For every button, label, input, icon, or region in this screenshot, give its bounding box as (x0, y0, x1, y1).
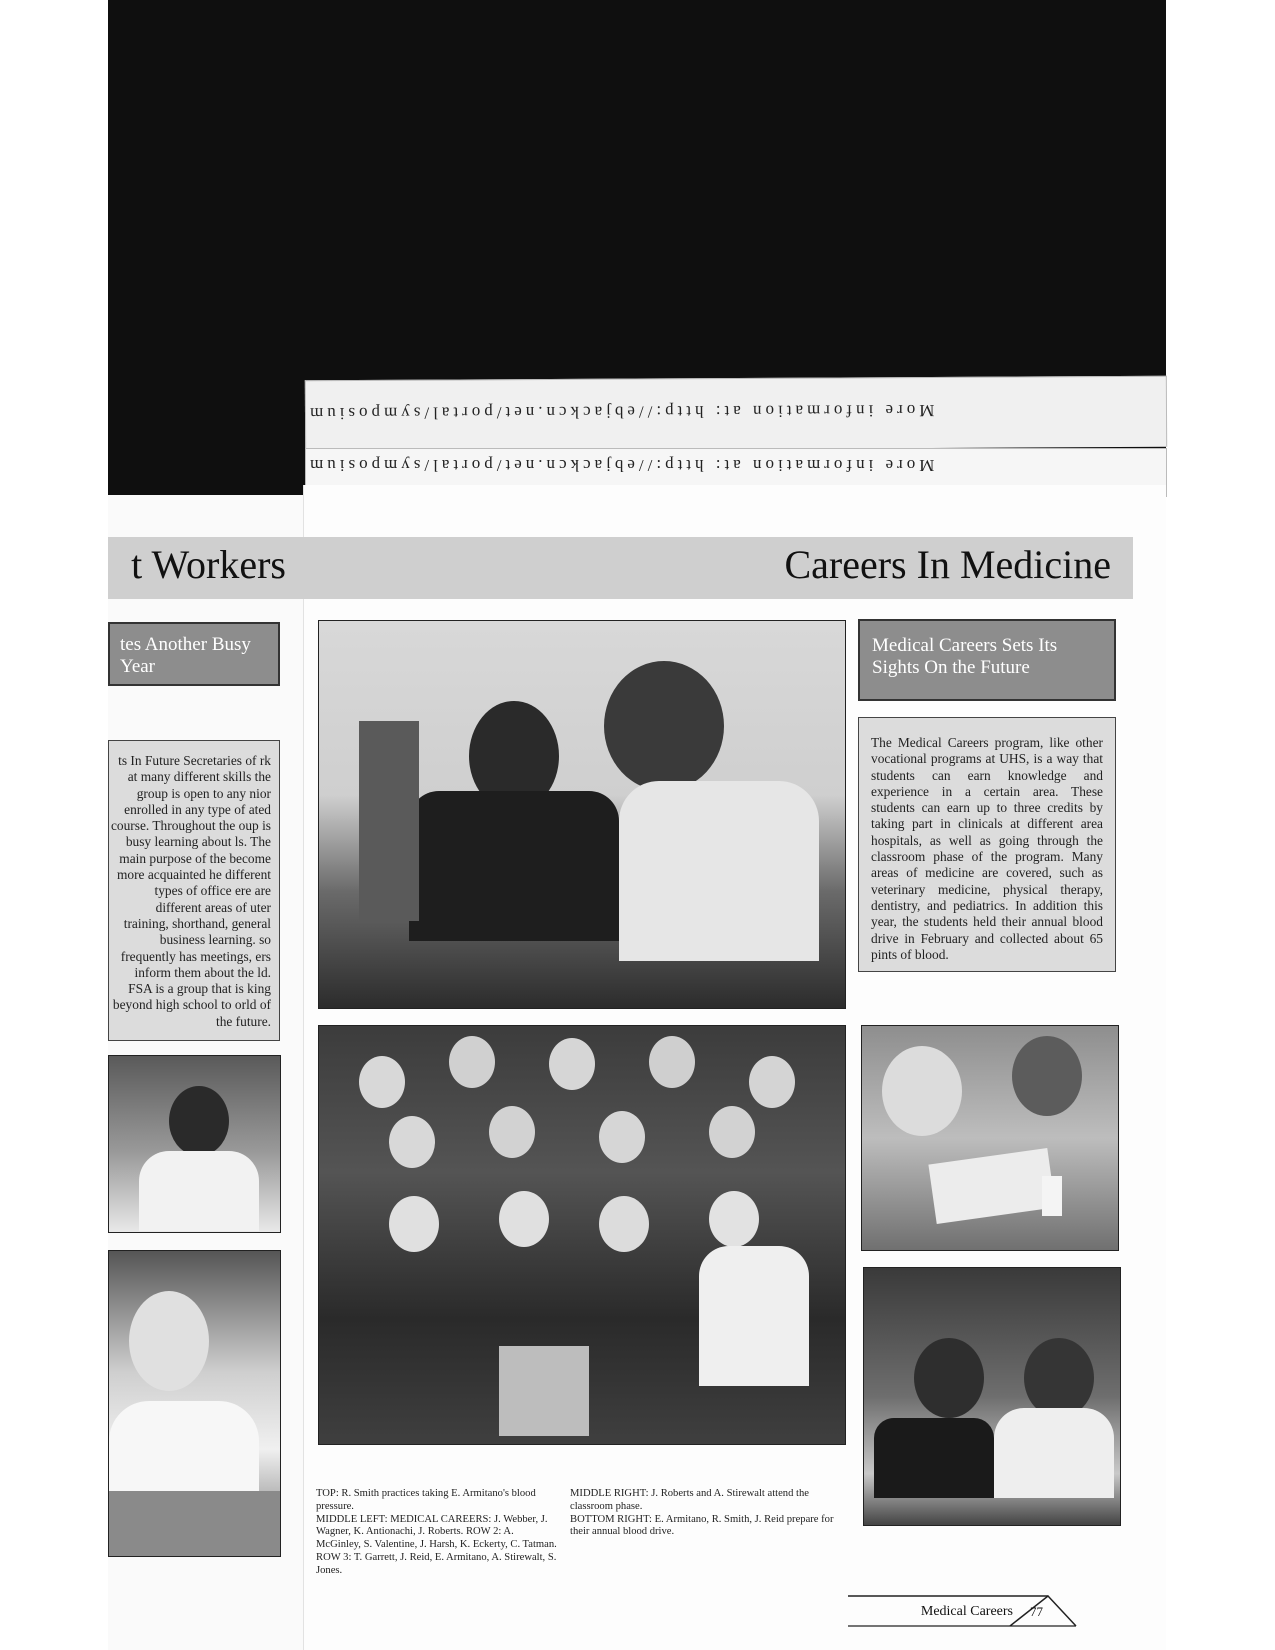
photo-classroom-phase (861, 1025, 1119, 1251)
photo-captions-right-column (570, 1488, 835, 1539)
page-number: 77 (1030, 1604, 1043, 1619)
photo-blood-drive-prep (863, 1267, 1121, 1526)
photo-blood-pressure (318, 620, 846, 1009)
left-subheading: tes Another Busy Year (108, 622, 280, 686)
photo-group-medical-careers (318, 1025, 846, 1445)
left-title-band (108, 537, 303, 599)
caption-top: TOP: R. Smith practices taking E. Armitano's blood pressure. (316, 1488, 536, 1512)
photo-captions-left-column (316, 1488, 561, 1578)
subheading: Medical Careers Sets Its Sights On the Future (858, 619, 1116, 701)
page-folio (848, 1592, 1083, 1628)
left-photo-student-sweatshirt (108, 1055, 281, 1233)
folded-insert-strip (305, 376, 1167, 452)
upside-down-text: More information at: http://ebjackcn.net/portal/symposium (306, 456, 935, 475)
caption-bottom-right: BOTTOM RIGHT: E. Armitano, R. Smith, J. Reid prepare for their annual blood drive. (570, 1513, 834, 1538)
page-title: Careers In Medicine (784, 542, 1111, 587)
caption-middle-left: MIDDLE LEFT: MEDICAL CAREERS: J. Webber, J. Wagner, K. Antionachi, J. Roberts. ROW 2: A. McGinley, S. Valentine, J. Harsh, K. Eckerty, C. Tatman. ROW 3: T. Garrett, J. Reid, E. Armitano, A. Stirewalt, S. Jones. (316, 1513, 557, 1576)
right-title-band (303, 537, 1133, 599)
caption-middle-right: MIDDLE RIGHT: J. Roberts and A. Stirewalt attend the classroom phase. (570, 1488, 809, 1512)
left-body-text: ts In Future Secretaries of rk at many different skills the group is open to any nior enrolled in any type of ated course. Throughout the oup is busy learning about ls. The main purpose of the become more acquainted he different types of office ere are different areas of uter training, shorthand, general business learning. so frequently has meetings, ers inform them about the ld. FSA is a group that is king beyond high school to orld of the future. (108, 740, 280, 1041)
left-photo-student-typing (108, 1250, 281, 1557)
left-page-title: t Workers (131, 542, 286, 587)
upside-down-text: More information at: http://ebjackcn.net/portal/symposium (305, 400, 935, 424)
folio-section-label: Medical Careers (920, 1604, 1013, 1619)
body-text: The Medical Careers program, like other vocational programs at UHS, is a way that students can earn knowledge and experience in a certain area. These students can earn up to three credits by taking part in clinicals at different area hospitals, as well as going through the classroom phase of the program. Many areas of medicine are covered, such as veterinary medicine, physical therapy, dentistry, and pediatrics. In addition this year, the students held their annual blood drive in February and collected about 65 pints of blood. (858, 717, 1116, 972)
